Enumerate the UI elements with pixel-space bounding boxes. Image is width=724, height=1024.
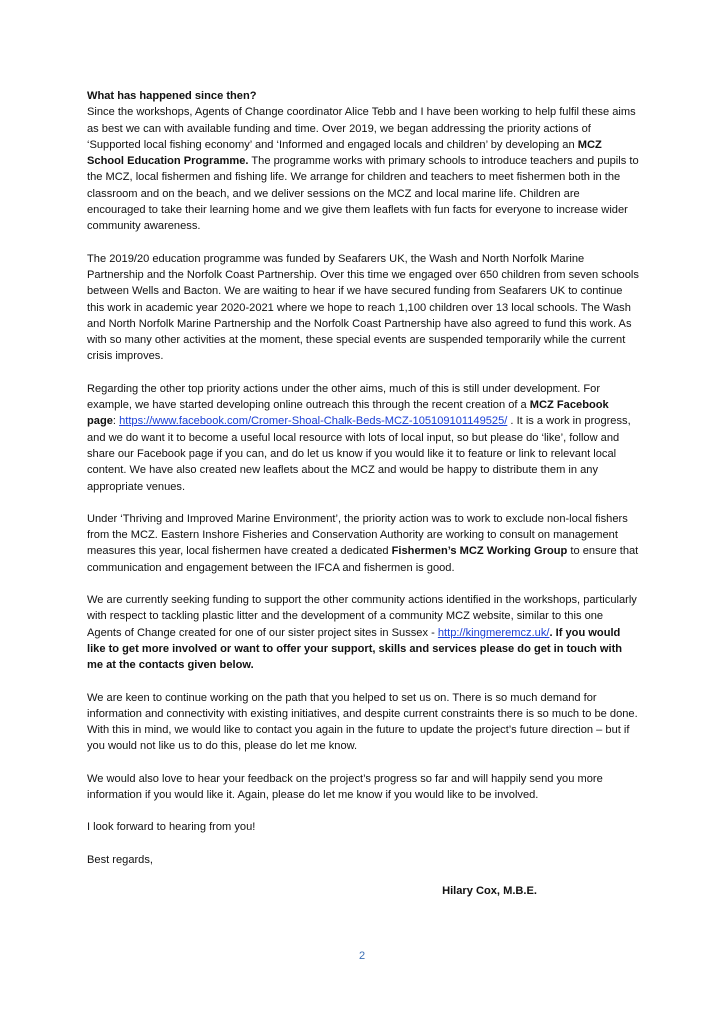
bold-text: MCZ Facebook page [87, 399, 609, 428]
paragraph-education-programme [87, 104, 639, 234]
bold-text: MCZ School Education Programme. [87, 138, 602, 168]
paragraph-continue [87, 690, 639, 755]
section-heading: What has happened since then? [87, 90, 257, 102]
bold-text: Fishermen’s MCZ Working Group [391, 545, 568, 558]
paragraph-marine-environment [87, 511, 639, 576]
facebook-link[interactable]: https://www.facebook.com/Cromer-Shoal-Chalk-Beds-MCZ-105109101149525/ [119, 415, 508, 428]
text: to ensure that communication and engagement between the IFCA and fishermen is good. [87, 545, 639, 574]
text: The programme works with primary schools to introduce teachers and pupils to the MCZ, local fishermen and fishing life. We arrange for children and teachers to meet fishermen both in the classroom and on the beach, and we deliver sessions on the MCZ and local marine life. Children are encouraged to take their learning home and we give them leaflets with fun facts for everyone to increase wider community awareness. [87, 155, 639, 233]
closing-line: I look forward to hearing from you! [87, 821, 256, 834]
bold-text: . If you would like to get more involved or want to offer your support, skills and services please do get in touch with me at the contacts given below. [87, 626, 623, 672]
text: Regarding the other top priority actions under the other aims, much of this is still under development. For example, we have started developing online outreach this through the recent creation of a [87, 382, 601, 412]
paragraph-seeking-funding [87, 592, 639, 673]
document-body [87, 88, 639, 899]
paragraph-facebook [87, 381, 639, 495]
sign-off: Best regards, [87, 853, 153, 866]
text: : [112, 415, 120, 428]
text: We are currently seeking funding to support the other community actions identified in the workshops, particularly with respect to tackling plastic litter and the development of a community MCZ website, similar to this one Agents of Change created for one of our sister project sites in Sussex - [87, 594, 637, 639]
text: Under ‘Thriving and Improved Marine Environment’, the priority action was to work to exclude non-local fishers from the MCZ. Eastern Inshore Fisheries and Conservation Authority are working to consult on management measures this year, local fishermen have created a dedicated [87, 512, 628, 558]
text: We are keen to continue working on the path that you helped to set us on. [87, 691, 450, 704]
paragraph-feedback: We would also love to hear your feedback on the project’s progress so far and will happily send you more information if you would like it. Again, please do let me know if you would like to be involved. [87, 772, 603, 801]
kingmere-link[interactable]: http://kingmeremcz.uk/ [437, 626, 550, 639]
signature-name: Hilary Cox, M.B.E. [442, 884, 537, 897]
paragraph-funding: The 2019/20 education programme was funded by Seafarers UK, the Wash and North Norfolk Marine Partnership and the Norfolk Coast Partnership. Over this time we engaged over 650 children from seven schools between Wells and Bacton. We are waiting to hear if we have secured funding from Seafarers UK to continue this work in academic year 2020-2021 where we hope to reach 1,100 children over 13 local schools. The Wash and North Norfolk Marine Partnership and the Norfolk Coast Partnership have also agreed to fund this work. As with so many other activities at the moment, these special events are suspended temporarily while the current crisis improves. [87, 252, 639, 363]
text: There is so much demand for information and connectivity with existing initiatives, and despite current constraints there is so much to be done. With this in mind, we would like to contact you again in the future to update the project’s future direction – but if you would not like us to do this, please do let me know. [87, 691, 638, 753]
text: . It is a work in progress, and we do want it to become a useful local resource with lots of local input, so but please do ‘like’, follow and share our Facebook page if you can, and do let us know if you would like it to feature or link to relevant local content. We have also created new leaflets about the MCZ and would be happy to distribute them in any appropriate venues. [87, 415, 631, 493]
text: Since the workshops, Agents of Change coordinator Alice Tebb and I have been working to help fulfil these aims as best we can with available funding and time. Over 2019, we began addressing the priority actions of ‘Supported local fishing economy’ and ‘Informed and engaged locals and children’ by developing an [87, 106, 636, 151]
page-number: 2 [358, 950, 366, 962]
